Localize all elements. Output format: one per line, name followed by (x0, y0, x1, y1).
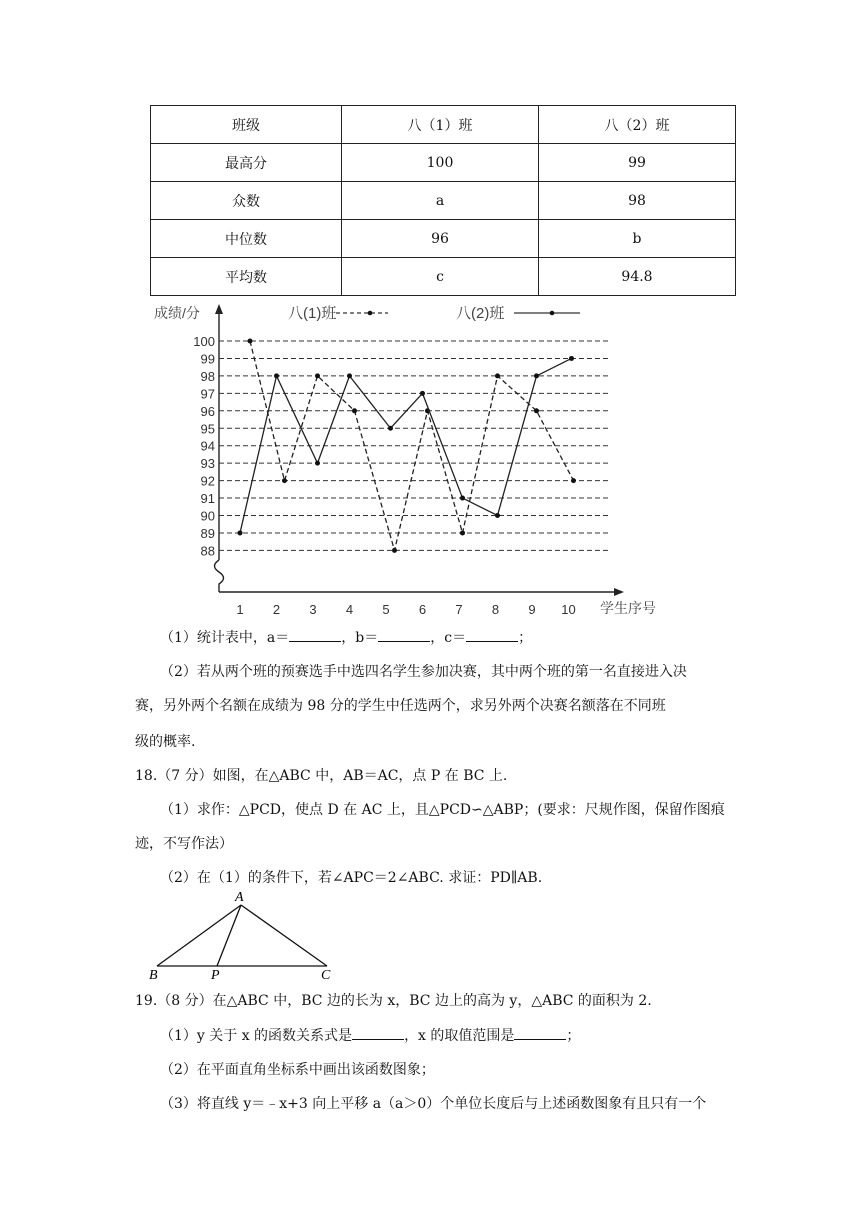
q17-part1-c: ，c＝ (430, 630, 467, 646)
table-row (151, 182, 736, 220)
y-axis-label: 成绩/分 (154, 305, 200, 321)
answer-blank-c (466, 627, 518, 642)
q18-title: 18.（7 分）如图，在△ABC 中，AB＝AC，点 P 在 BC 上. (135, 768, 508, 784)
q17-part1-b: ，b＝ (341, 630, 379, 646)
label-p: P (211, 968, 220, 983)
y-tick-label: 93 (200, 456, 215, 472)
y-tick-label: 90 (200, 508, 215, 524)
q19-title: 19.（8 分）在△ABC 中，BC 边的长为 x，BC 边上的高为 y，△ABC 的面积为 2. (135, 993, 652, 1009)
table-row (151, 258, 736, 296)
segment-ac (241, 905, 327, 966)
stats-table (150, 105, 736, 296)
data-point (282, 478, 287, 483)
table-cell: 100 (342, 144, 539, 182)
q17-part2-line2: 赛，另外两个名额在成绩为 98 分的学生中任选两个，求另外两个决赛名额落在不同班 (135, 698, 666, 714)
q19-part1-prefix: （1）y 关于 x 的函数关系式是 (160, 1028, 353, 1044)
x-tick-label: 2 (272, 602, 281, 617)
x-axis-arrow (614, 588, 624, 596)
q17-part2-line1: （2）若从两个班的预赛选手中选四名学生参加决赛，其中两个班的第一名直接进入决 (160, 664, 687, 680)
y-axis-arrow (215, 304, 223, 314)
x-tick-label: 8 (491, 602, 500, 617)
table-cell: b (539, 220, 736, 258)
data-point (534, 408, 539, 413)
q17-part1-prefix: （1）统计表中，a＝ (160, 630, 290, 646)
data-point (315, 373, 320, 378)
q18-part2: （2）在（1）的条件下，若∠APC＝2∠ABC. 求证：PD∥AB. (160, 870, 543, 886)
table-cell: 96 (342, 220, 539, 258)
q18-part1-line2: 迹，不写作法） (135, 836, 233, 852)
answer-blank-function (352, 1025, 404, 1040)
q19-part1-end: ； (566, 1028, 581, 1044)
data-point (274, 373, 279, 378)
data-point (392, 548, 397, 553)
q17-part1-end: ； (518, 630, 533, 646)
x-tick-label: 3 (309, 602, 317, 617)
answer-blank-b (378, 627, 430, 642)
x-tick-label: 1 (236, 602, 244, 617)
table-row (151, 144, 736, 182)
q19-part1-mid: ，x 的取值范围是 (404, 1028, 515, 1044)
legend-marker (368, 311, 373, 316)
table-cell: c (342, 258, 539, 296)
triangle-figure (145, 888, 345, 983)
y-tick-label: 97 (200, 386, 215, 402)
y-tick-label: 92 (200, 473, 215, 489)
y-tick-label: 98 (200, 368, 215, 384)
score-line-chart (140, 298, 680, 620)
x-tick-label: 6 (418, 602, 427, 617)
table-cell: 99 (539, 144, 736, 182)
data-point (495, 373, 500, 378)
data-point (315, 461, 320, 466)
q17-part2-line3: 级的概率. (135, 734, 196, 750)
table-cell: 最高分 (151, 144, 342, 182)
legend-label: 八(2)班 (456, 305, 505, 322)
data-point (238, 530, 243, 535)
data-point (495, 513, 500, 518)
label-b: B (149, 968, 158, 983)
y-tick-label: 91 (200, 491, 215, 507)
table-cell: a (342, 182, 539, 220)
x-tick-label: 5 (382, 602, 390, 617)
data-point (388, 426, 393, 431)
data-point (420, 391, 425, 396)
y-tick-label: 99 (200, 351, 215, 367)
table-header-row (151, 106, 736, 144)
x-tick-label: 4 (345, 602, 354, 617)
data-point (569, 356, 574, 361)
y-axis-break (215, 560, 224, 592)
q19-part2: （2）在平面直角坐标系中画出该函数图象； (160, 1062, 435, 1078)
label-a: A (235, 890, 244, 905)
table-cell: 中位数 (151, 220, 342, 258)
table-header-cell: 八（2）班 (539, 106, 736, 144)
q18-part1-line1: （1）求作：△PCD，使点 D 在 AC 上，且△PCD∽△ABP；(要求：尺规作图，保留作图痕 (160, 802, 725, 818)
table-cell: 平均数 (151, 258, 342, 296)
legend-marker (550, 311, 555, 316)
table-cell: 94.8 (539, 258, 736, 296)
y-tick-label: 96 (200, 403, 215, 419)
y-tick-label: 95 (200, 421, 215, 437)
q17-part1 (160, 627, 532, 647)
data-point (460, 530, 465, 535)
y-tick-label: 94 (200, 438, 215, 454)
data-point (460, 496, 465, 501)
answer-blank-range (514, 1025, 566, 1040)
x-tick-label: 7 (455, 602, 463, 617)
label-c: C (321, 968, 331, 983)
table-cell: 98 (539, 182, 736, 220)
q19-part3: （3）将直线 y＝﹣x+3 向上平移 a（a＞0）个单位长度后与上述函数图象有且只有一个 (160, 1096, 707, 1112)
data-point (352, 408, 357, 413)
y-tick-label: 89 (200, 525, 215, 541)
data-point (248, 339, 253, 344)
legend-label: 八(1)班 (288, 305, 337, 322)
data-point (534, 373, 539, 378)
answer-blank-a (289, 627, 341, 642)
x-tick-label: 10 (561, 602, 576, 617)
data-point (347, 373, 352, 378)
x-tick-label: 9 (528, 602, 536, 617)
x-axis-label: 学生序号 (600, 600, 656, 616)
data-point (571, 478, 576, 483)
table-cell: 众数 (151, 182, 342, 220)
y-tick-label: 88 (200, 543, 215, 559)
table-header-cell: 班级 (151, 106, 342, 144)
q19-part1 (160, 1025, 580, 1045)
table-row (151, 220, 736, 258)
table-header-cell: 八（1）班 (342, 106, 539, 144)
y-tick-label: 100 (193, 334, 215, 349)
